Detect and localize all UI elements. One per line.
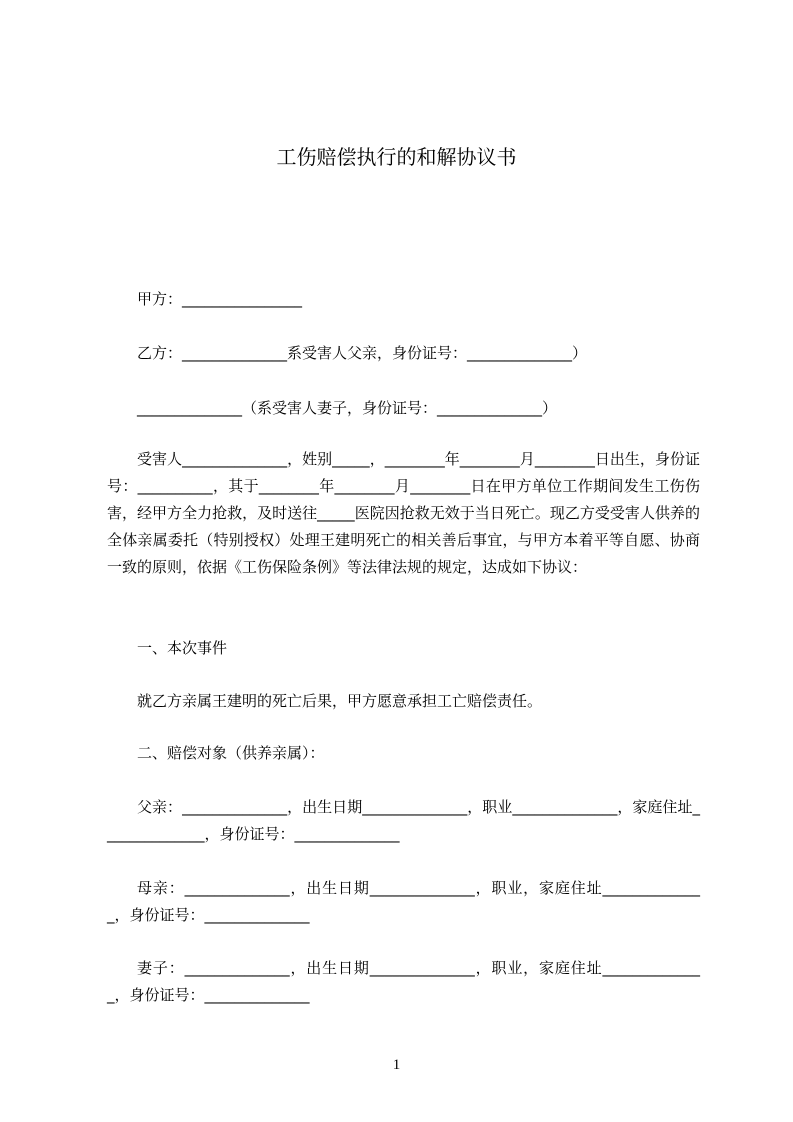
father-info-line: 父亲：______________，出生日期______________，职业______________，家庭住址______________，身份证号：______________ (107, 798, 700, 843)
section-1-heading: 一、本次事件 (137, 639, 228, 657)
section-1-text: 就乙方亲属王建明的死亡后果，甲方愿意承担工亡赔偿责任。 (137, 692, 543, 710)
wife-info-line: 妻子：______________，出生日期______________，职业，家庭住址______________，身份证号：______________ (107, 959, 700, 1004)
mother-info-line: 母亲：______________，出生日期______________，职业，家庭住址______________，身份证号：______________ (107, 879, 700, 924)
page-number: 1 (392, 1057, 401, 1073)
party-b-line-2: ______________（系受害人妻子，身份证号：______________） (137, 399, 558, 417)
document-title: 工伤赔偿执行的和解协议书 (276, 145, 517, 169)
party-a-line: 甲方：________________ (137, 290, 303, 308)
section-2-heading: 二、赔偿对象（供养亲属）： (137, 744, 325, 762)
victim-paragraph: 受害人______________，姓别_____，________年________月________日出生，身份证号：__________，其于________年________月________日在甲方单位工作期间发生工伤伤害，经甲方全力抢救，及时送往_____医院因抢救无效于当日死亡。现乙方受受害人供养的全体亲属委托（特别授权）处理王建明死亡的相关善后事宜，与甲方本着平等自愿、协商一致的原则，依据《工伤保险条例》等法律法规的规定，达成如下协议： (107, 450, 700, 576)
party-b-line-1: 乙方：______________系受害人父亲，身份证号：______________） (137, 344, 588, 362)
